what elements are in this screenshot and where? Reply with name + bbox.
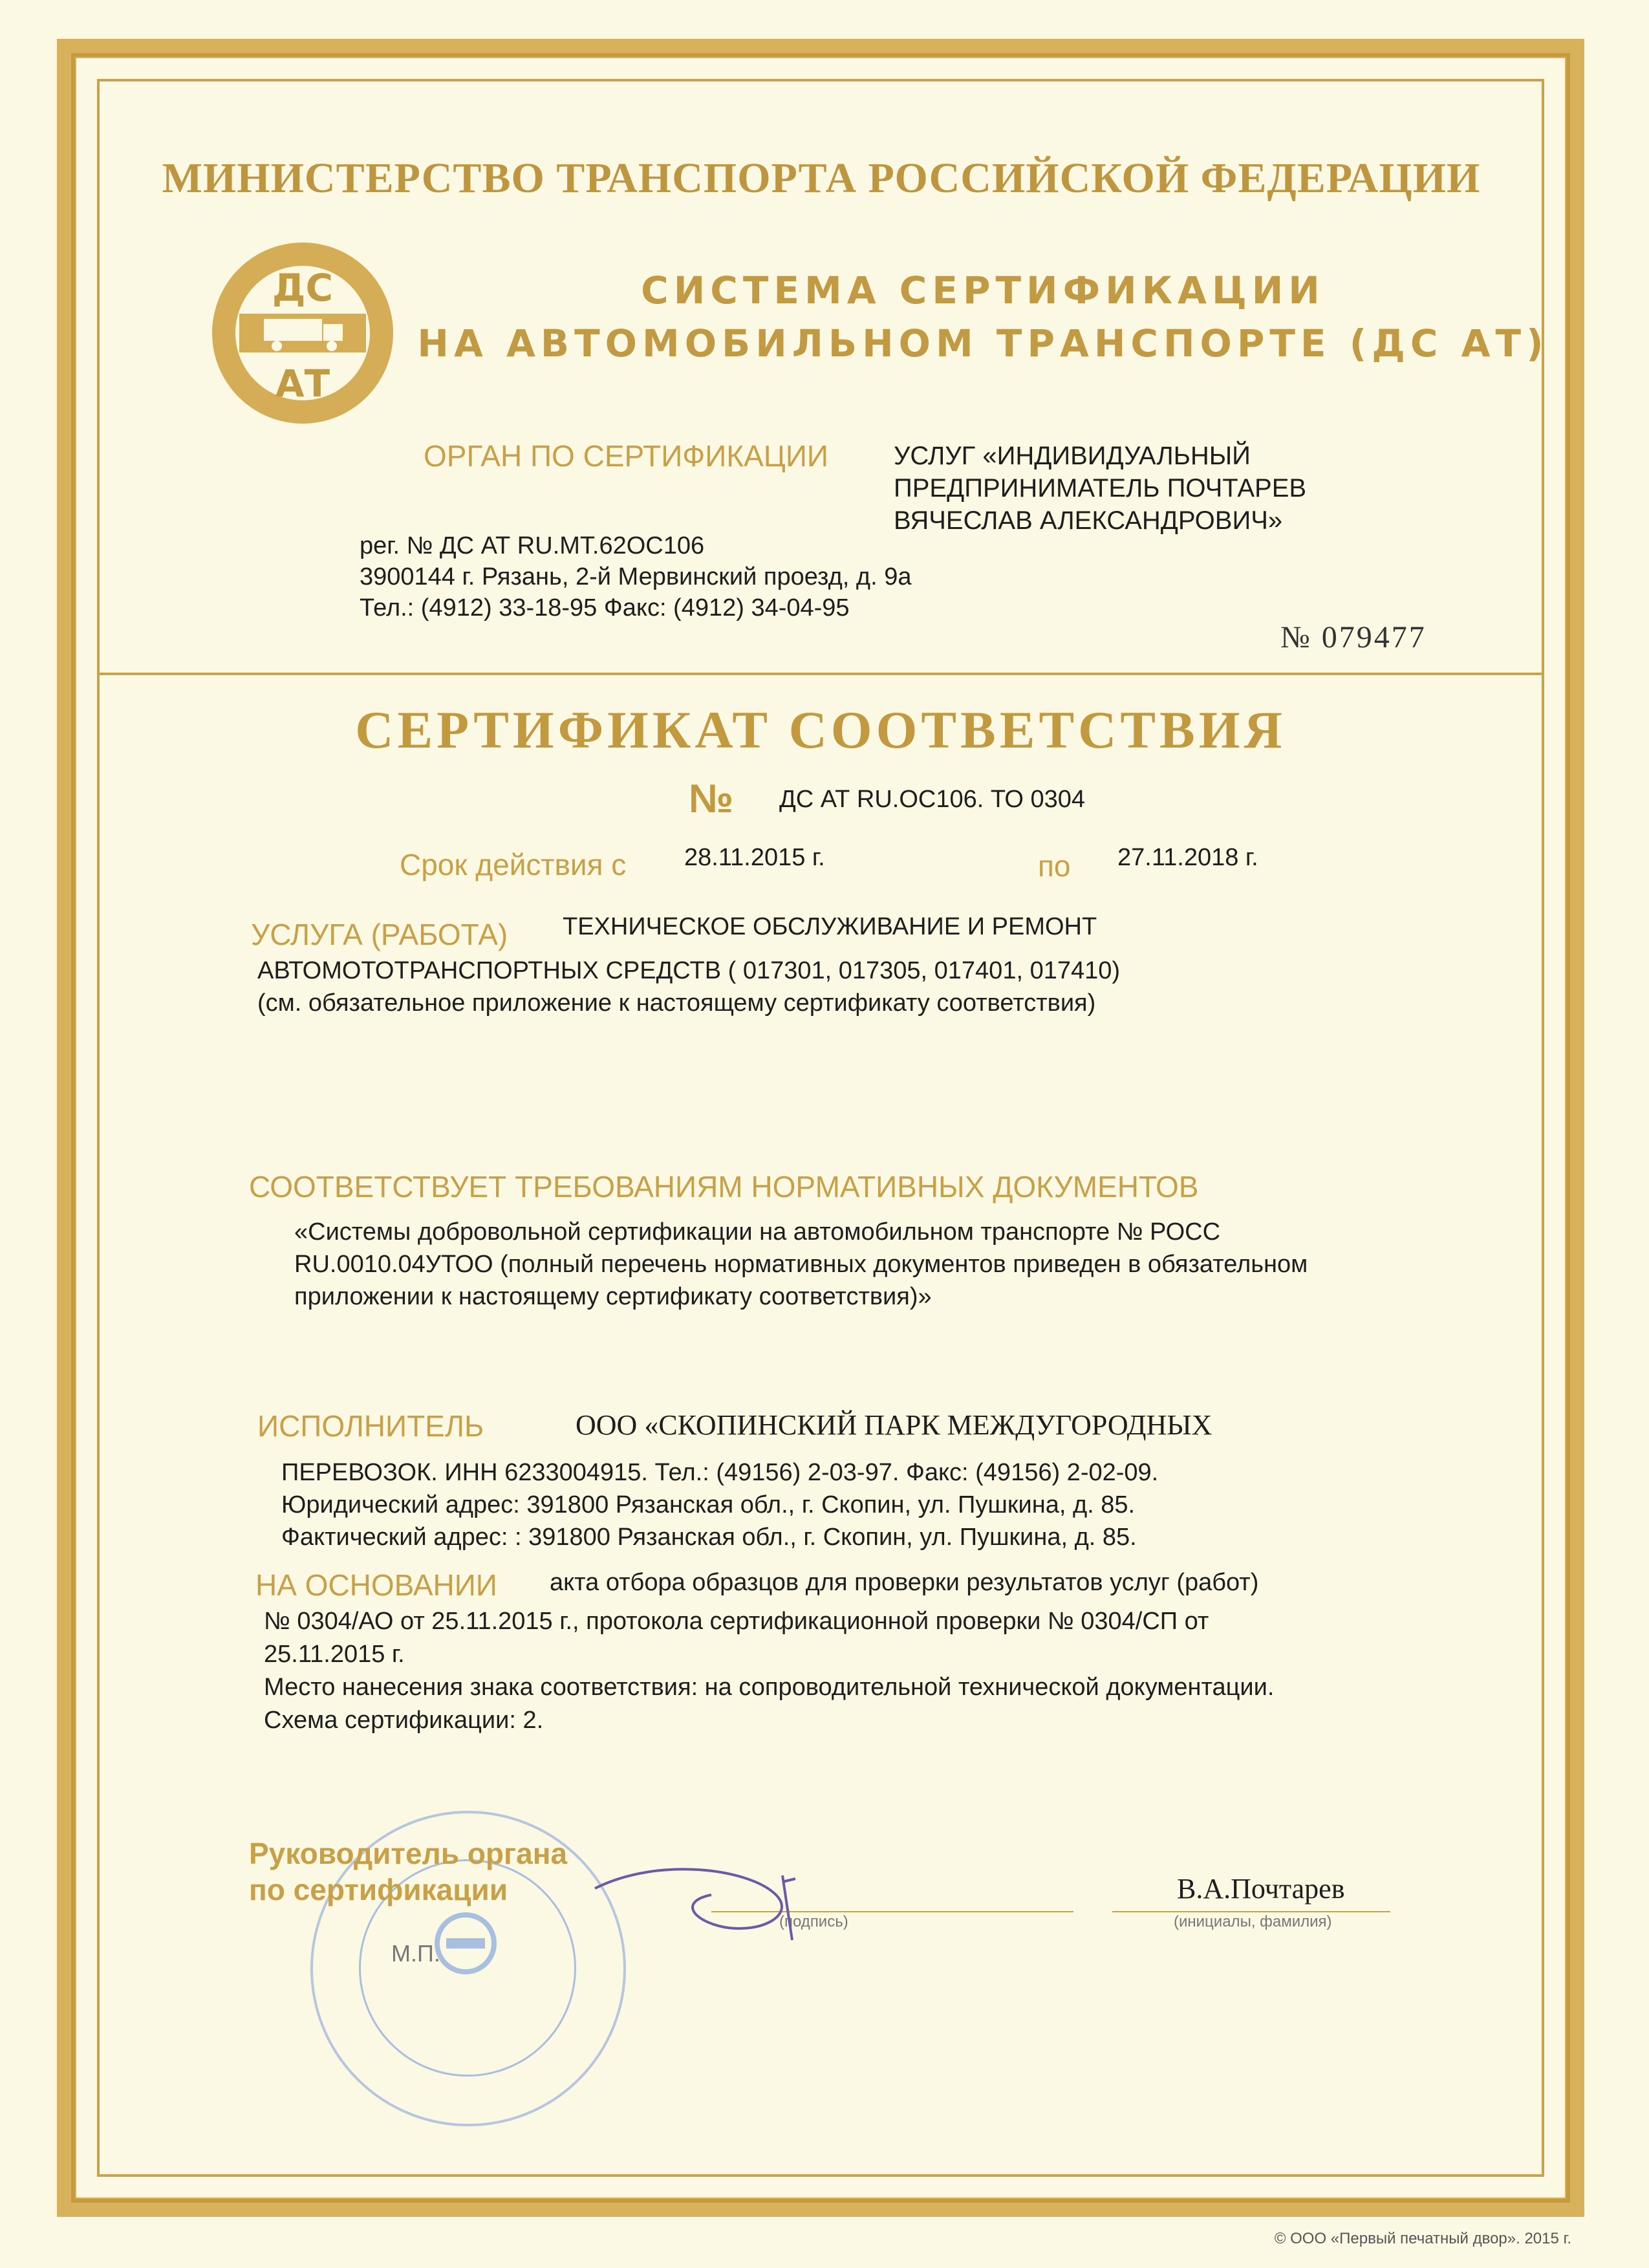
certificate-title: СЕРТИФИКАТ СООТВЕТСТВИЯ [355, 700, 1286, 759]
basis-line: № 0304/АО от 25.11.2015 г., протокола сертификационной проверки № 0304/СП от [264, 1608, 1209, 1635]
validity-label: Срок действия с [400, 848, 627, 881]
service-line: АВТОМОТОТРАНСПОРТНЫХ СРЕДСТВ ( 017301, 017305, 017401, 017410) [257, 957, 1121, 984]
head-of-body-label [249, 1835, 567, 1908]
reg-line: Тел.: (4912) 33-18-95 Факс: (4912) 34-04-95 [360, 594, 850, 621]
number-sign: № [689, 777, 734, 821]
org-value-line: ПРЕДПРИНИМАТЕЛЬ ПОЧТАРЕВ [894, 474, 1307, 502]
seal-logo-icon [433, 1911, 498, 1976]
basis-label: НА ОСНОВАНИИ [255, 1568, 497, 1602]
executor-line: Фактический адрес: : 391800 Рязанская обл., г. Скопин, ул. Пушкина, д. 85. [281, 1524, 1137, 1551]
basis-line: Место нанесения знака соответствия: на сопроводительной технической документации. [264, 1674, 1275, 1701]
valid-from: 28.11.2015 г. [684, 844, 825, 871]
conformity-text [294, 1216, 1308, 1313]
org-value-line: УСЛУГ «ИНДИВИДУАЛЬНЫЙ [894, 442, 1251, 470]
org-value-line: ВЯЧЕСЛАВ АЛЕКСАНДРОВИЧ» [894, 506, 1283, 535]
form-number: № 079477 [1280, 620, 1427, 654]
to-label: по [1038, 849, 1071, 883]
handwritten-signature [582, 1863, 867, 1992]
certificate-number: ДС АТ RU.ОС106. ТО 0304 [779, 786, 1085, 813]
basis-first: акта отбора образцов для проверки результатов услуг (работ) [550, 1569, 1259, 1596]
signatory-name: В.А.Почтарев [1177, 1873, 1345, 1905]
name-line [1112, 1911, 1390, 1912]
system-title-line2: НА АВТОМОБИЛЬНОМ ТРАНСПОРТЕ (ДС АТ) [417, 321, 1549, 365]
service-note: (см. обязательное приложение к настоящему сертификату соответствия) [257, 989, 1096, 1017]
ministry-title: МИНИСТЕРСТВО ТРАНСПОРТА РОССИЙСКОЙ ФЕДЕРАЦИИ [162, 155, 1481, 202]
basis-details [264, 1605, 1274, 1737]
org-label: ОРГАН ПО СЕРТИФИКАЦИИ [424, 439, 828, 473]
reg-line: рег. № ДС АТ RU.МТ.62ОС106 [360, 532, 705, 559]
valid-to: 27.11.2018 г. [1117, 844, 1258, 871]
head-label-line: по сертификации [249, 1873, 508, 1906]
conformity-line: «Системы добровольной сертификации на автомобильном транспорте № РОСС [294, 1218, 1221, 1246]
service-line: ТЕХНИЧЕСКОЕ ОБСЛУЖИВАНИЕ И РЕМОНТ [563, 913, 1097, 940]
executor-line: Юридический адрес: 391800 Рязанская обл., г. Скопин, ул. Пушкина, д. 85. [281, 1491, 1136, 1518]
conformity-line: RU.0010.04УТОО (полный перечень нормативных документов приведен в обязательном [294, 1251, 1308, 1278]
logo-text-bottom: АТ [275, 362, 330, 405]
mp-label: М.П. [391, 1940, 440, 1967]
reg-line: 3900144 г. Рязань, 2-й Мервинский проезд, д. 9а [360, 563, 912, 590]
ds-at-logo [206, 236, 400, 430]
executor-line: ПЕРЕВОЗОК. ИНН 6233004915. Тел.: (49156) 2-03-97. Факс: (49156) 2-02-09. [281, 1459, 1159, 1486]
executor-details [281, 1456, 1158, 1553]
name-caption: (инициалы, фамилия) [1174, 1913, 1332, 1930]
org-registration [360, 530, 911, 623]
service-label: УСЛУГА (РАБОТА) [251, 918, 508, 951]
head-label-line: Руководитель органа [249, 1837, 568, 1870]
copyright: © ООО «Первый печатный двор». 2015 г. [1274, 2230, 1571, 2247]
system-title [414, 264, 1552, 370]
org-value [894, 440, 1306, 537]
signature-caption: (подпись) [779, 1913, 848, 1930]
basis-line: Схема сертификации: 2. [264, 1707, 544, 1734]
executor-label: ИСПОЛНИТЕЛЬ [257, 1409, 484, 1443]
executor-name: ООО «СКОПИНСКИЙ ПАРК МЕЖДУГОРОДНЫХ [576, 1409, 1212, 1441]
system-title-line1: СИСТЕМА СЕРТИФИКАЦИИ [641, 268, 1325, 312]
conformity-line: приложении к настоящему сертификату соответствия)» [294, 1283, 932, 1310]
logo-text-top: ДС [272, 266, 334, 310]
basis-line: 25.11.2015 г. [264, 1641, 405, 1668]
header-divider [97, 673, 1544, 675]
conformity-label: СООТВЕТСТВУЕТ ТРЕБОВАНИЯМ НОРМАТИВНЫХ ДОКУМЕНТОВ [249, 1170, 1199, 1204]
